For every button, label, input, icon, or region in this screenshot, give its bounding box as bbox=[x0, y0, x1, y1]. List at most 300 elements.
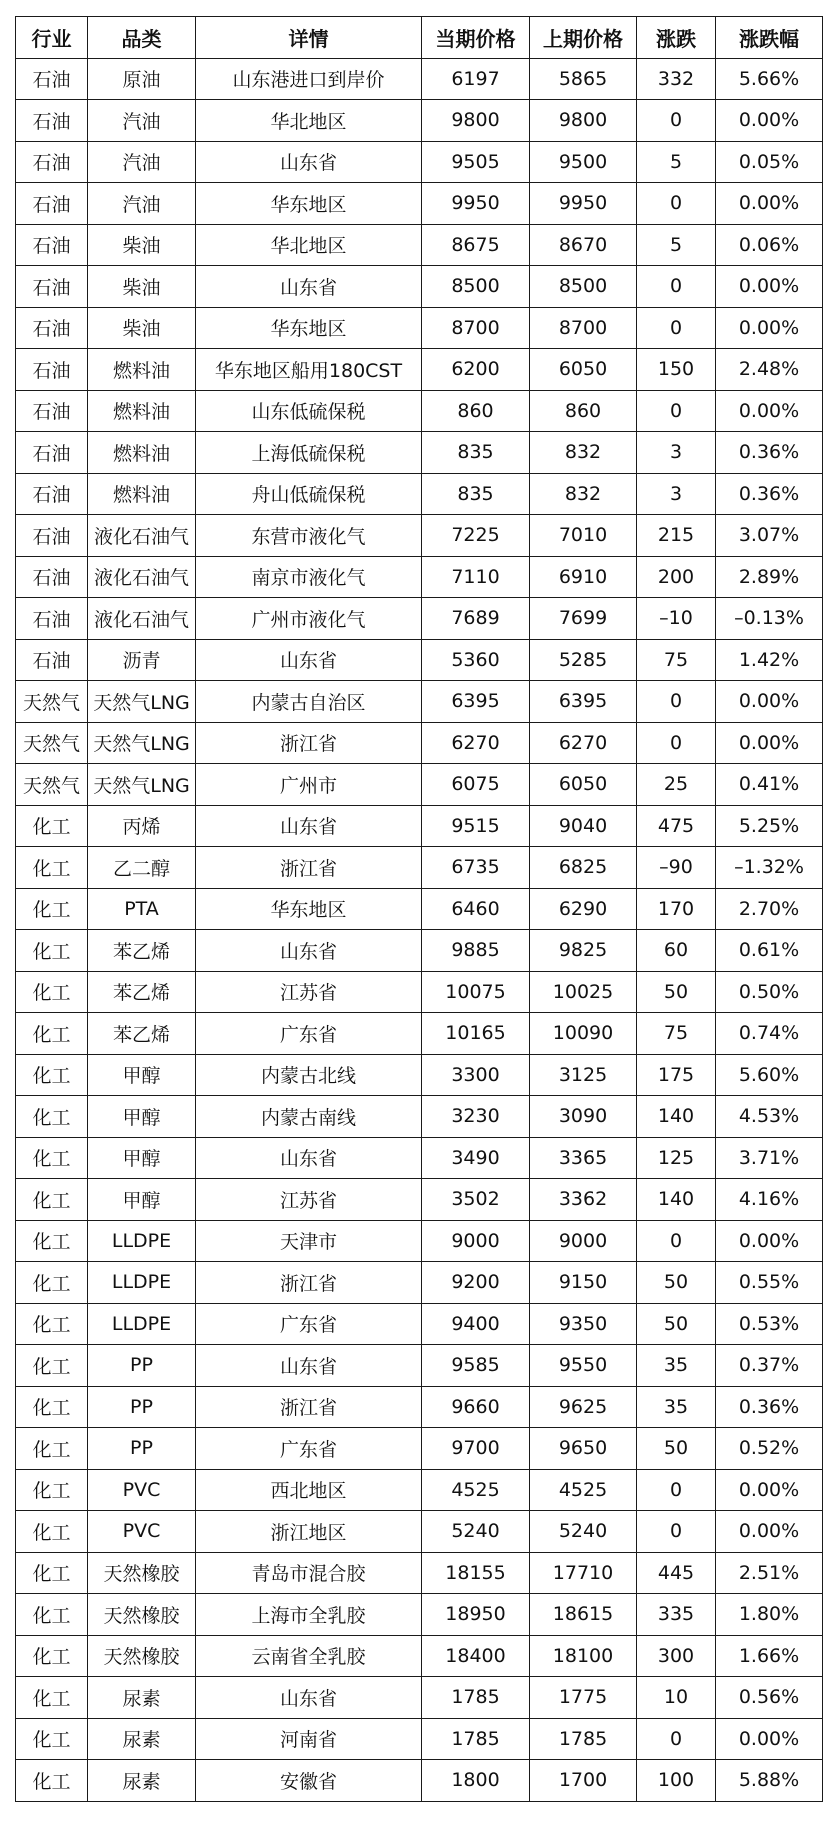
previous-price-cell: 6910 bbox=[530, 556, 637, 598]
table-row bbox=[16, 1469, 823, 1511]
detail-cell: 江苏省 bbox=[196, 1179, 422, 1221]
current-price-cell: 10075 bbox=[422, 971, 530, 1013]
current-price-cell: 18400 bbox=[422, 1635, 530, 1677]
current-price-cell: 3502 bbox=[422, 1179, 530, 1221]
industry-cell: 石油 bbox=[16, 224, 88, 266]
change-cell: 3 bbox=[637, 473, 716, 515]
commodity-price-table bbox=[15, 16, 823, 1802]
industry-cell: 天然气 bbox=[16, 722, 88, 764]
change-percent-cell: 0.00% bbox=[716, 266, 823, 308]
industry-cell: 石油 bbox=[16, 100, 88, 142]
current-price-cell: 18155 bbox=[422, 1552, 530, 1594]
industry-cell: 化工 bbox=[16, 1552, 88, 1594]
change-cell: 175 bbox=[637, 1054, 716, 1096]
change-percent-cell: –0.13% bbox=[716, 598, 823, 640]
previous-price-cell: 6050 bbox=[530, 349, 637, 391]
change-percent-cell: 4.53% bbox=[716, 1096, 823, 1138]
change-cell: 0 bbox=[637, 100, 716, 142]
table-row bbox=[16, 1677, 823, 1719]
table-row bbox=[16, 930, 823, 972]
change-percent-cell: 3.71% bbox=[716, 1137, 823, 1179]
table-row bbox=[16, 349, 823, 391]
change-percent-cell: 0.00% bbox=[716, 1718, 823, 1760]
detail-cell: 内蒙古自治区 bbox=[196, 681, 422, 723]
table-body bbox=[16, 58, 823, 1801]
industry-cell: 化工 bbox=[16, 971, 88, 1013]
current-price-cell: 6735 bbox=[422, 847, 530, 889]
category-cell: 天然气LNG bbox=[88, 681, 196, 723]
change-cell: 0 bbox=[637, 681, 716, 723]
industry-cell: 化工 bbox=[16, 1262, 88, 1304]
change-percent-cell: 2.89% bbox=[716, 556, 823, 598]
industry-cell: 化工 bbox=[16, 1635, 88, 1677]
current-price-cell: 5240 bbox=[422, 1511, 530, 1553]
previous-price-cell: 6050 bbox=[530, 764, 637, 806]
industry-cell: 石油 bbox=[16, 598, 88, 640]
industry-cell: 化工 bbox=[16, 1054, 88, 1096]
current-price-cell: 6200 bbox=[422, 349, 530, 391]
table-row bbox=[16, 224, 823, 266]
category-cell: 沥青 bbox=[88, 639, 196, 681]
category-cell: PP bbox=[88, 1428, 196, 1470]
current-price-cell: 10165 bbox=[422, 1013, 530, 1055]
industry-cell: 石油 bbox=[16, 307, 88, 349]
detail-cell: 华北地区 bbox=[196, 100, 422, 142]
category-cell: 天然橡胶 bbox=[88, 1635, 196, 1677]
category-cell: 甲醇 bbox=[88, 1137, 196, 1179]
table-row bbox=[16, 307, 823, 349]
current-price-cell: 18950 bbox=[422, 1594, 530, 1636]
current-price-cell: 9000 bbox=[422, 1220, 530, 1262]
current-price-cell: 1785 bbox=[422, 1677, 530, 1719]
header-previous-price: 上期价格 bbox=[530, 17, 637, 59]
category-cell: 燃料油 bbox=[88, 432, 196, 474]
category-cell: LLDPE bbox=[88, 1303, 196, 1345]
detail-cell: 山东省 bbox=[196, 141, 422, 183]
change-percent-cell: 0.36% bbox=[716, 1386, 823, 1428]
change-cell: 35 bbox=[637, 1386, 716, 1428]
current-price-cell: 9505 bbox=[422, 141, 530, 183]
change-cell: 50 bbox=[637, 1428, 716, 1470]
previous-price-cell: 832 bbox=[530, 473, 637, 515]
industry-cell: 石油 bbox=[16, 266, 88, 308]
table-row bbox=[16, 390, 823, 432]
category-cell: LLDPE bbox=[88, 1262, 196, 1304]
industry-cell: 天然气 bbox=[16, 681, 88, 723]
industry-cell: 石油 bbox=[16, 141, 88, 183]
current-price-cell: 7225 bbox=[422, 515, 530, 557]
table-row bbox=[16, 971, 823, 1013]
change-cell: 5 bbox=[637, 141, 716, 183]
previous-price-cell: 8700 bbox=[530, 307, 637, 349]
category-cell: 燃料油 bbox=[88, 349, 196, 391]
current-price-cell: 835 bbox=[422, 473, 530, 515]
change-percent-cell: 0.41% bbox=[716, 764, 823, 806]
change-percent-cell: 0.74% bbox=[716, 1013, 823, 1055]
table-row bbox=[16, 805, 823, 847]
change-cell: 75 bbox=[637, 1013, 716, 1055]
current-price-cell: 3490 bbox=[422, 1137, 530, 1179]
change-cell: –90 bbox=[637, 847, 716, 889]
industry-cell: 化工 bbox=[16, 930, 88, 972]
detail-cell: 浙江省 bbox=[196, 1386, 422, 1428]
change-cell: 140 bbox=[637, 1096, 716, 1138]
detail-cell: 山东港进口到岸价 bbox=[196, 58, 422, 100]
change-percent-cell: 0.00% bbox=[716, 1220, 823, 1262]
table-row bbox=[16, 1179, 823, 1221]
change-cell: 445 bbox=[637, 1552, 716, 1594]
change-cell: 0 bbox=[637, 390, 716, 432]
category-cell: 甲醇 bbox=[88, 1054, 196, 1096]
change-percent-cell: 0.52% bbox=[716, 1428, 823, 1470]
previous-price-cell: 9800 bbox=[530, 100, 637, 142]
table-row bbox=[16, 1760, 823, 1802]
detail-cell: 舟山低硫保税 bbox=[196, 473, 422, 515]
change-percent-cell: 5.25% bbox=[716, 805, 823, 847]
previous-price-cell: 6395 bbox=[530, 681, 637, 723]
industry-cell: 化工 bbox=[16, 1594, 88, 1636]
category-cell: 柴油 bbox=[88, 224, 196, 266]
table-row bbox=[16, 1594, 823, 1636]
change-percent-cell: 0.00% bbox=[716, 307, 823, 349]
industry-cell: 化工 bbox=[16, 1386, 88, 1428]
change-cell: –10 bbox=[637, 598, 716, 640]
change-cell: 60 bbox=[637, 930, 716, 972]
change-cell: 170 bbox=[637, 888, 716, 930]
header-row bbox=[16, 17, 823, 59]
table-row bbox=[16, 764, 823, 806]
change-percent-cell: 2.51% bbox=[716, 1552, 823, 1594]
change-cell: 335 bbox=[637, 1594, 716, 1636]
category-cell: 丙烯 bbox=[88, 805, 196, 847]
detail-cell: 山东省 bbox=[196, 639, 422, 681]
category-cell: 燃料油 bbox=[88, 473, 196, 515]
previous-price-cell: 9625 bbox=[530, 1386, 637, 1428]
category-cell: PP bbox=[88, 1345, 196, 1387]
detail-cell: 山东省 bbox=[196, 1677, 422, 1719]
previous-price-cell: 6825 bbox=[530, 847, 637, 889]
change-percent-cell: 1.42% bbox=[716, 639, 823, 681]
previous-price-cell: 3362 bbox=[530, 1179, 637, 1221]
current-price-cell: 8500 bbox=[422, 266, 530, 308]
table-row bbox=[16, 556, 823, 598]
previous-price-cell: 9040 bbox=[530, 805, 637, 847]
category-cell: PVC bbox=[88, 1511, 196, 1553]
detail-cell: 华北地区 bbox=[196, 224, 422, 266]
detail-cell: 浙江地区 bbox=[196, 1511, 422, 1553]
current-price-cell: 5360 bbox=[422, 639, 530, 681]
change-percent-cell: 0.00% bbox=[716, 1469, 823, 1511]
change-cell: 0 bbox=[637, 307, 716, 349]
detail-cell: 山东省 bbox=[196, 266, 422, 308]
detail-cell: 浙江省 bbox=[196, 722, 422, 764]
current-price-cell: 9400 bbox=[422, 1303, 530, 1345]
category-cell: 汽油 bbox=[88, 141, 196, 183]
change-percent-cell: 5.66% bbox=[716, 58, 823, 100]
change-percent-cell: 0.00% bbox=[716, 100, 823, 142]
previous-price-cell: 9825 bbox=[530, 930, 637, 972]
table-row bbox=[16, 1718, 823, 1760]
header-change-percent: 涨跌幅 bbox=[716, 17, 823, 59]
industry-cell: 化工 bbox=[16, 847, 88, 889]
current-price-cell: 6270 bbox=[422, 722, 530, 764]
detail-cell: 山东省 bbox=[196, 805, 422, 847]
change-cell: 0 bbox=[637, 1220, 716, 1262]
industry-cell: 石油 bbox=[16, 515, 88, 557]
change-cell: 0 bbox=[637, 1469, 716, 1511]
change-percent-cell: 0.06% bbox=[716, 224, 823, 266]
previous-price-cell: 10025 bbox=[530, 971, 637, 1013]
current-price-cell: 7689 bbox=[422, 598, 530, 640]
industry-cell: 天然气 bbox=[16, 764, 88, 806]
previous-price-cell: 9650 bbox=[530, 1428, 637, 1470]
detail-cell: 内蒙古南线 bbox=[196, 1096, 422, 1138]
industry-cell: 化工 bbox=[16, 805, 88, 847]
change-cell: 332 bbox=[637, 58, 716, 100]
detail-cell: 山东省 bbox=[196, 1345, 422, 1387]
category-cell: 汽油 bbox=[88, 100, 196, 142]
change-cell: 0 bbox=[637, 183, 716, 225]
change-cell: 100 bbox=[637, 1760, 716, 1802]
industry-cell: 化工 bbox=[16, 1096, 88, 1138]
change-cell: 50 bbox=[637, 1303, 716, 1345]
current-price-cell: 9660 bbox=[422, 1386, 530, 1428]
industry-cell: 石油 bbox=[16, 473, 88, 515]
change-cell: 3 bbox=[637, 432, 716, 474]
change-percent-cell: 5.60% bbox=[716, 1054, 823, 1096]
table-row bbox=[16, 1096, 823, 1138]
change-cell: 200 bbox=[637, 556, 716, 598]
change-cell: 300 bbox=[637, 1635, 716, 1677]
industry-cell: 石油 bbox=[16, 556, 88, 598]
table-row bbox=[16, 1220, 823, 1262]
industry-cell: 化工 bbox=[16, 1511, 88, 1553]
change-percent-cell: 0.00% bbox=[716, 183, 823, 225]
header-category: 品类 bbox=[88, 17, 196, 59]
current-price-cell: 6197 bbox=[422, 58, 530, 100]
table-row bbox=[16, 722, 823, 764]
industry-cell: 化工 bbox=[16, 1345, 88, 1387]
previous-price-cell: 10090 bbox=[530, 1013, 637, 1055]
change-percent-cell: 1.66% bbox=[716, 1635, 823, 1677]
change-percent-cell: 1.80% bbox=[716, 1594, 823, 1636]
change-cell: 0 bbox=[637, 722, 716, 764]
change-cell: 150 bbox=[637, 349, 716, 391]
change-cell: 140 bbox=[637, 1179, 716, 1221]
industry-cell: 化工 bbox=[16, 1179, 88, 1221]
table-row bbox=[16, 1303, 823, 1345]
change-cell: 0 bbox=[637, 1511, 716, 1553]
table-row bbox=[16, 1635, 823, 1677]
category-cell: PTA bbox=[88, 888, 196, 930]
category-cell: 苯乙烯 bbox=[88, 1013, 196, 1055]
category-cell: 柴油 bbox=[88, 307, 196, 349]
change-cell: 25 bbox=[637, 764, 716, 806]
category-cell: 尿素 bbox=[88, 1677, 196, 1719]
industry-cell: 石油 bbox=[16, 183, 88, 225]
category-cell: 柴油 bbox=[88, 266, 196, 308]
previous-price-cell: 6270 bbox=[530, 722, 637, 764]
table-row bbox=[16, 681, 823, 723]
table-row bbox=[16, 1013, 823, 1055]
category-cell: 尿素 bbox=[88, 1718, 196, 1760]
detail-cell: 青岛市混合胶 bbox=[196, 1552, 422, 1594]
detail-cell: 河南省 bbox=[196, 1718, 422, 1760]
previous-price-cell: 9350 bbox=[530, 1303, 637, 1345]
category-cell: 天然橡胶 bbox=[88, 1594, 196, 1636]
change-percent-cell: 2.48% bbox=[716, 349, 823, 391]
previous-price-cell: 8500 bbox=[530, 266, 637, 308]
current-price-cell: 1800 bbox=[422, 1760, 530, 1802]
current-price-cell: 8700 bbox=[422, 307, 530, 349]
previous-price-cell: 5285 bbox=[530, 639, 637, 681]
previous-price-cell: 6290 bbox=[530, 888, 637, 930]
category-cell: 燃料油 bbox=[88, 390, 196, 432]
category-cell: 甲醇 bbox=[88, 1096, 196, 1138]
table-row bbox=[16, 1054, 823, 1096]
change-percent-cell: –1.32% bbox=[716, 847, 823, 889]
current-price-cell: 860 bbox=[422, 390, 530, 432]
category-cell: LLDPE bbox=[88, 1220, 196, 1262]
detail-cell: 华东地区 bbox=[196, 307, 422, 349]
detail-cell: 山东省 bbox=[196, 930, 422, 972]
current-price-cell: 3230 bbox=[422, 1096, 530, 1138]
detail-cell: 山东低硫保税 bbox=[196, 390, 422, 432]
table-row bbox=[16, 598, 823, 640]
change-cell: 5 bbox=[637, 224, 716, 266]
change-percent-cell: 0.05% bbox=[716, 141, 823, 183]
current-price-cell: 9800 bbox=[422, 100, 530, 142]
table-row bbox=[16, 183, 823, 225]
current-price-cell: 4525 bbox=[422, 1469, 530, 1511]
industry-cell: 化工 bbox=[16, 1469, 88, 1511]
current-price-cell: 3300 bbox=[422, 1054, 530, 1096]
category-cell: 天然气LNG bbox=[88, 764, 196, 806]
change-cell: 215 bbox=[637, 515, 716, 557]
industry-cell: 石油 bbox=[16, 390, 88, 432]
change-percent-cell: 3.07% bbox=[716, 515, 823, 557]
industry-cell: 化工 bbox=[16, 1013, 88, 1055]
category-cell: 原油 bbox=[88, 58, 196, 100]
change-percent-cell: 0.53% bbox=[716, 1303, 823, 1345]
current-price-cell: 7110 bbox=[422, 556, 530, 598]
detail-cell: 广州市 bbox=[196, 764, 422, 806]
detail-cell: 浙江省 bbox=[196, 1262, 422, 1304]
current-price-cell: 9950 bbox=[422, 183, 530, 225]
previous-price-cell: 7699 bbox=[530, 598, 637, 640]
previous-price-cell: 832 bbox=[530, 432, 637, 474]
current-price-cell: 835 bbox=[422, 432, 530, 474]
industry-cell: 化工 bbox=[16, 1303, 88, 1345]
table-header bbox=[16, 17, 823, 59]
table-row bbox=[16, 639, 823, 681]
previous-price-cell: 5865 bbox=[530, 58, 637, 100]
change-cell: 50 bbox=[637, 1262, 716, 1304]
previous-price-cell: 3365 bbox=[530, 1137, 637, 1179]
header-detail: 详情 bbox=[196, 17, 422, 59]
category-cell: PP bbox=[88, 1386, 196, 1428]
category-cell: 甲醇 bbox=[88, 1179, 196, 1221]
category-cell: 液化石油气 bbox=[88, 515, 196, 557]
detail-cell: 江苏省 bbox=[196, 971, 422, 1013]
current-price-cell: 6075 bbox=[422, 764, 530, 806]
detail-cell: 山东省 bbox=[196, 1137, 422, 1179]
previous-price-cell: 1785 bbox=[530, 1718, 637, 1760]
change-cell: 475 bbox=[637, 805, 716, 847]
previous-price-cell: 9150 bbox=[530, 1262, 637, 1304]
previous-price-cell: 17710 bbox=[530, 1552, 637, 1594]
change-cell: 50 bbox=[637, 971, 716, 1013]
industry-cell: 化工 bbox=[16, 888, 88, 930]
industry-cell: 石油 bbox=[16, 58, 88, 100]
detail-cell: 内蒙古北线 bbox=[196, 1054, 422, 1096]
detail-cell: 广东省 bbox=[196, 1013, 422, 1055]
detail-cell: 云南省全乳胶 bbox=[196, 1635, 422, 1677]
previous-price-cell: 1700 bbox=[530, 1760, 637, 1802]
detail-cell: 西北地区 bbox=[196, 1469, 422, 1511]
change-percent-cell: 4.16% bbox=[716, 1179, 823, 1221]
industry-cell: 化工 bbox=[16, 1718, 88, 1760]
change-percent-cell: 5.88% bbox=[716, 1760, 823, 1802]
change-percent-cell: 0.00% bbox=[716, 390, 823, 432]
change-percent-cell: 0.55% bbox=[716, 1262, 823, 1304]
previous-price-cell: 9550 bbox=[530, 1345, 637, 1387]
table-row bbox=[16, 1552, 823, 1594]
change-cell: 35 bbox=[637, 1345, 716, 1387]
table-row bbox=[16, 1386, 823, 1428]
detail-cell: 广东省 bbox=[196, 1303, 422, 1345]
detail-cell: 华东地区船用180CST bbox=[196, 349, 422, 391]
detail-cell: 上海市全乳胶 bbox=[196, 1594, 422, 1636]
table-row bbox=[16, 141, 823, 183]
change-percent-cell: 2.70% bbox=[716, 888, 823, 930]
current-price-cell: 8675 bbox=[422, 224, 530, 266]
category-cell: 苯乙烯 bbox=[88, 930, 196, 972]
change-cell: 75 bbox=[637, 639, 716, 681]
change-cell: 0 bbox=[637, 266, 716, 308]
table-row bbox=[16, 515, 823, 557]
previous-price-cell: 3090 bbox=[530, 1096, 637, 1138]
table-row bbox=[16, 1428, 823, 1470]
current-price-cell: 9515 bbox=[422, 805, 530, 847]
change-cell: 125 bbox=[637, 1137, 716, 1179]
industry-cell: 化工 bbox=[16, 1137, 88, 1179]
industry-cell: 石油 bbox=[16, 349, 88, 391]
current-price-cell: 9200 bbox=[422, 1262, 530, 1304]
current-price-cell: 1785 bbox=[422, 1718, 530, 1760]
previous-price-cell: 18100 bbox=[530, 1635, 637, 1677]
previous-price-cell: 860 bbox=[530, 390, 637, 432]
detail-cell: 安徽省 bbox=[196, 1760, 422, 1802]
current-price-cell: 6460 bbox=[422, 888, 530, 930]
current-price-cell: 9585 bbox=[422, 1345, 530, 1387]
table-row bbox=[16, 1511, 823, 1553]
change-percent-cell: 0.00% bbox=[716, 722, 823, 764]
table-row bbox=[16, 888, 823, 930]
previous-price-cell: 8670 bbox=[530, 224, 637, 266]
detail-cell: 上海低硫保税 bbox=[196, 432, 422, 474]
category-cell: 天然橡胶 bbox=[88, 1552, 196, 1594]
previous-price-cell: 9000 bbox=[530, 1220, 637, 1262]
category-cell: 天然气LNG bbox=[88, 722, 196, 764]
change-percent-cell: 0.56% bbox=[716, 1677, 823, 1719]
industry-cell: 化工 bbox=[16, 1428, 88, 1470]
category-cell: PVC bbox=[88, 1469, 196, 1511]
table-row bbox=[16, 58, 823, 100]
table-row bbox=[16, 266, 823, 308]
change-percent-cell: 0.50% bbox=[716, 971, 823, 1013]
category-cell: 液化石油气 bbox=[88, 598, 196, 640]
